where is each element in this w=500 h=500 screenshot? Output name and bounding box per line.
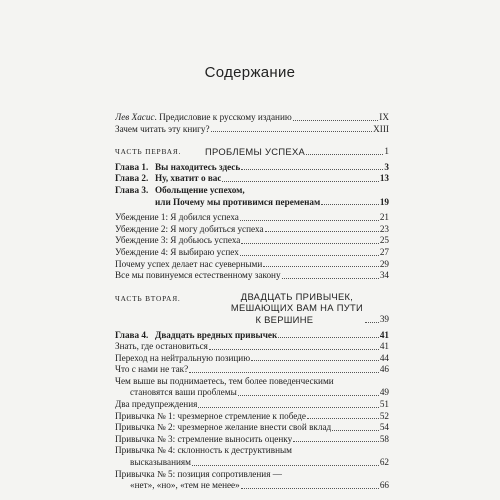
- page-number: 39: [379, 313, 389, 324]
- leader-dots: [222, 181, 378, 182]
- leader-dots: [293, 120, 379, 121]
- list-item[interactable]: Все мы повинуемся естественному закону 34: [115, 270, 389, 281]
- toc-part-2[interactable]: [115, 291, 389, 326]
- page-number: XIII: [373, 123, 389, 134]
- list-item[interactable]: Привычка № 4: склонность к деструктивным высказываниям 62: [115, 445, 389, 468]
- part-label: ЧАСТЬ ВТОРАЯ.: [115, 293, 181, 303]
- list-item[interactable]: Убеждение 2: Я могу добиться успеха 23: [115, 223, 389, 234]
- leader-dots: [211, 131, 373, 132]
- chapter-label: Глава 4.: [115, 329, 149, 340]
- page-number: 19: [379, 196, 389, 207]
- list-item[interactable]: Знать, где остановиться 41: [115, 341, 389, 352]
- list-item[interactable]: Убеждение 4: Я выбираю успех 27: [115, 246, 389, 257]
- chapter-title-line-1: Обольщение успехом,: [155, 184, 245, 195]
- foreword-title: . Предисловие к русскому изданию: [154, 112, 292, 122]
- toc-entry-why-read[interactable]: [115, 124, 389, 136]
- leader-dots: [241, 169, 383, 170]
- list-item[interactable]: Привычка № 3: стремление выносить оценку 58: [115, 433, 389, 444]
- list-item[interactable]: Привычка № 5: позиция сопротивления — «нет», «но», «тем не менее» 66: [115, 468, 389, 491]
- page-number: 13: [379, 173, 389, 184]
- list-item[interactable]: Привычка № 1: чрезмерное стремление к победе 52: [115, 410, 389, 421]
- page-number: 3: [384, 161, 389, 172]
- part-title-line-3: К ВЕРШИНЕ: [255, 313, 314, 325]
- toc-chapter-1[interactable]: [115, 162, 389, 174]
- chapter-label: Глава 1.: [115, 161, 149, 172]
- list-item[interactable]: Убеждение 1: Я добился успеха 21: [115, 212, 389, 223]
- list-item[interactable]: Привычка № 2: чрезмерное желание внести свой вклад 54: [115, 422, 389, 433]
- toc-part-1[interactable]: [115, 144, 389, 158]
- list-item[interactable]: Чем выше вы поднимаетесь, тем более поведенческими становятся ваши проблемы 49: [115, 375, 389, 398]
- toc-entry-foreword[interactable]: [115, 112, 389, 124]
- chapter-title: Двадцать вредных привычек: [155, 329, 278, 340]
- page-number: 1: [384, 146, 389, 157]
- part-label: ЧАСТЬ ПЕРВАЯ.: [115, 147, 182, 157]
- toc-chapter-2[interactable]: [115, 173, 389, 185]
- entry-title: Зачем читать эту книгу?: [115, 123, 210, 134]
- leader-dots: [278, 337, 379, 338]
- chapter-title: Ну, хватит о вас: [155, 173, 222, 184]
- page-number: 41: [379, 329, 389, 340]
- toc-chapter-4[interactable]: [115, 330, 389, 342]
- list-item[interactable]: Убеждение 3: Я добьюсь успеха 25: [115, 235, 389, 246]
- foreword-author: Лев Хасис: [115, 112, 155, 122]
- leader-dots: [306, 154, 383, 155]
- leader-dots: [365, 322, 379, 323]
- chapter-title-line-2: или Почему мы противимся переменам: [155, 196, 321, 207]
- chapter-label: Глава 2.: [115, 173, 149, 184]
- page-title: Содержание: [204, 64, 296, 81]
- page-number: IX: [379, 112, 389, 122]
- toc-chapter-3[interactable]: [115, 185, 389, 208]
- list-item[interactable]: Переход на нейтральную позицию 44: [115, 352, 389, 363]
- part-title-line-2: МЕШАЮЩИХ ВАМ НА ПУТИ: [230, 302, 364, 314]
- part-title: ПРОБЛЕМЫ УСПЕХА: [205, 146, 306, 158]
- part-title-line-1: ДВАДЦАТЬ ПРИВЫЧЕК,: [240, 290, 354, 302]
- list-item[interactable]: Что с нами не так? 46: [115, 364, 389, 375]
- list-item[interactable]: Почему успех делает нас суеверными 29: [115, 258, 389, 269]
- list-item[interactable]: Два предупреждения 51: [115, 399, 389, 410]
- chapter-title: Вы находитесь здесь: [155, 161, 241, 172]
- chapter-label: Глава 3.: [115, 184, 149, 195]
- leader-dots: [321, 204, 379, 205]
- table-of-contents: [115, 112, 389, 492]
